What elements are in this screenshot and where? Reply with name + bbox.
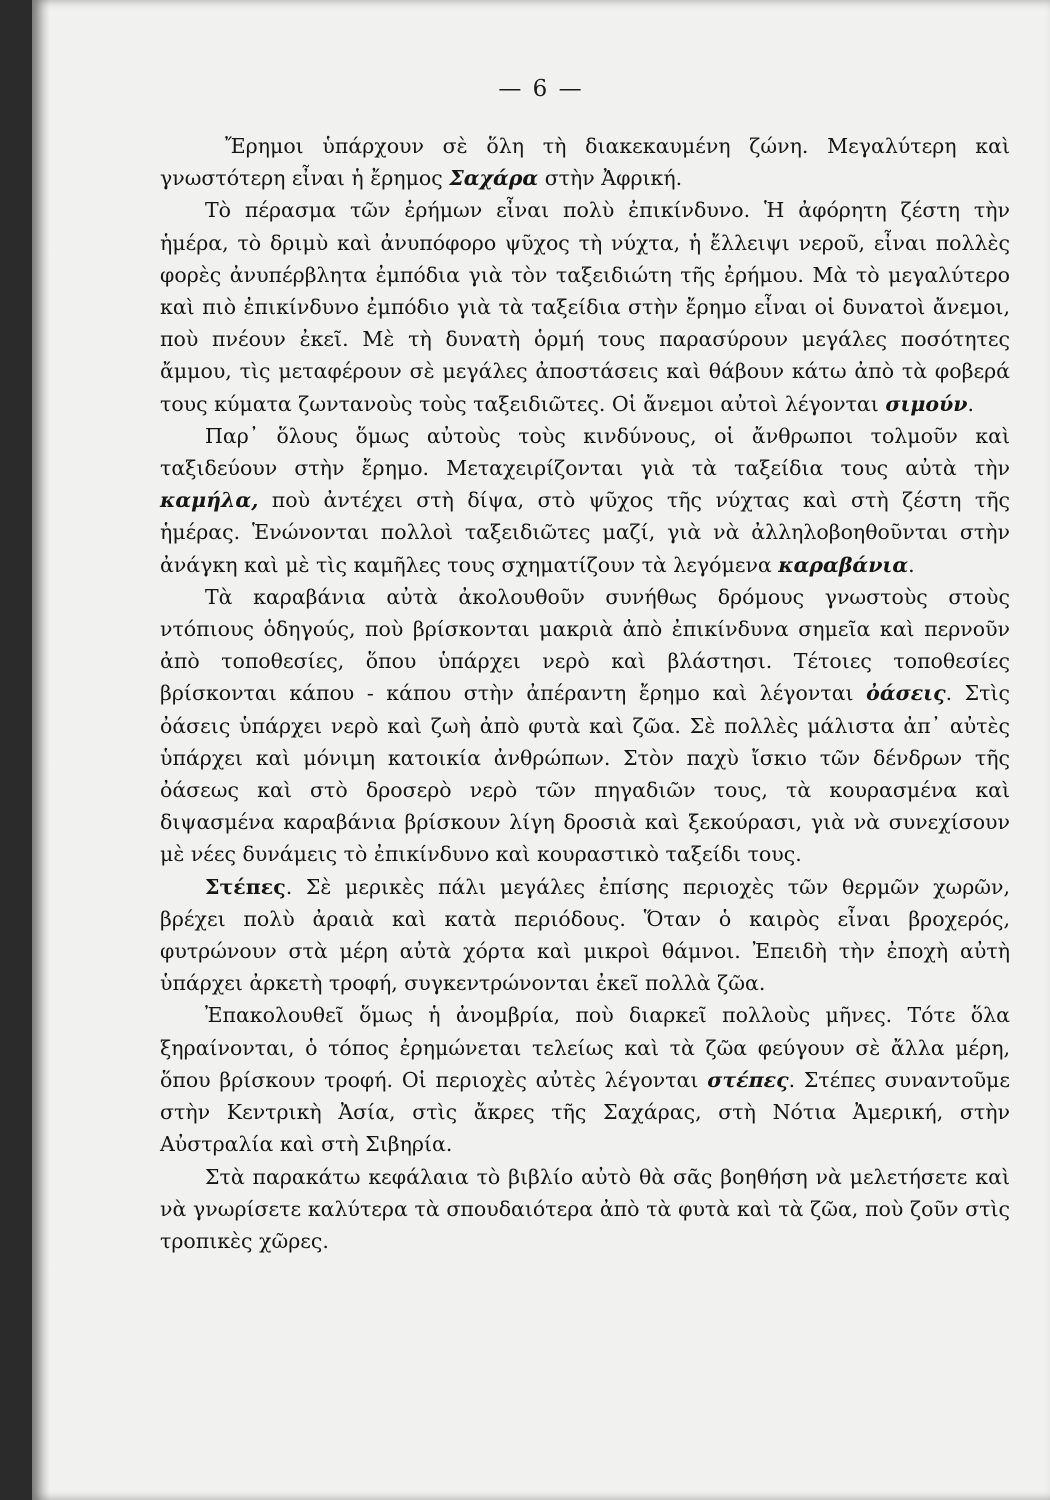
binding-shadow bbox=[32, 0, 50, 1500]
paragraph-oases bbox=[160, 581, 1010, 871]
text-span: . bbox=[967, 391, 975, 416]
paragraph-camels bbox=[160, 420, 1010, 581]
paragraph-deserts bbox=[160, 130, 1010, 194]
text-span: στὴν Ἀφρική. bbox=[538, 166, 683, 191]
text-span: Παρ᾽ ὅλους ὅμως αὐτοὺς τοὺς κινδύνους, οἱ ἄνθρωποι τολμοῦν καὶ ταξιδεύουν στὴν ἔρημο. Μεταχειρίζονται γιὰ τὰ ταξείδια τους αὐτὰ τὴν bbox=[160, 423, 1010, 481]
paragraph-conclusion bbox=[160, 1161, 1010, 1258]
text-span: Ἔρημοι ὑπάρχουν σὲ ὅλη τὴ διακεκαυμένη ζώνη. Μεγαλύτερη καὶ γνωστότερη εἶναι ἡ ἔρημος bbox=[160, 134, 1010, 191]
text-span: . bbox=[908, 552, 915, 577]
term-simoun: σιμούν bbox=[885, 391, 968, 416]
text-span: . Στέπες συναντοῦμε στὴν Κεντρικὴ Ἀσία, στὶς ἄκρες τῆς Σαχάρας, στὴ Νότια Ἀμερική, στὴν Αὐστραλία καὶ στὴ Σιβηρία. bbox=[160, 1067, 1010, 1157]
term-caravans: καραβάνια bbox=[778, 552, 909, 577]
term-oases: ὀάσεις bbox=[866, 681, 946, 706]
term-camel: καμήλα, bbox=[160, 488, 259, 513]
text-span: Ἐπακολουθεῖ ὅμως ἡ ἀνομβρία, ποὺ διαρκεῖ πολλοὺς μῆνες. Τότε ὅλα ξηραίνονται, ὁ τόπος ἐρημώνεται τελείως καὶ τὰ ζῶα φεύγουν σὲ ἄλλα μέρη, ὅπου βρίσκουν τροφή. Οἱ περιοχὲς αὐτὲς λέγονται bbox=[160, 1003, 1010, 1092]
paragraph-dangers bbox=[160, 194, 1010, 419]
text-span: Τὸ πέρασμα τῶν ἐρήμων εἶναι πολὺ ἐπικίνδυνο. Ἡ ἀφόρητη ζέστη τὴν ἡμέρα, τὸ δριμὺ καὶ ἀνυπόφορο ψῦχος τὴ νύχτα, ἡ ἔλλειψι νεροῦ, εἶναι πολλὲς φορὲς ἀνυπέρβλητα ἐμπόδια γιὰ τὸν ταξειδιώτη τῆς ἐρήμου. Μὰ τὸ μεγαλύτερο καὶ πιὸ ἐπικίνδυνο ἐμπόδιο γιὰ τὰ ταξείδια στὴν ἔρημο εἶναι οἱ δυνατοὶ ἄνεμοι, ποὺ πνέουν ἐκεῖ. Μὲ τὴ δυνατὴ ὁρμή τους παρασύρουν μεγάλες ποσότητες ἄμμου, τὶς μεταφέρουν σὲ μεγάλες ἀποστάσεις καὶ θάβουν κάτω ἀπὸ τὰ φοβερά τους κύματα ζωντανοὺς τοὺς ταξειδιῶτες. Οἱ ἄνεμοι αὐτοὶ λέγονται bbox=[160, 198, 1010, 416]
text-span: Στὰ παρακάτω κεφάλαια τὸ βιβλίο αὐτὸ θὰ σᾶς βοηθήση νὰ μελετήσετε καὶ νὰ γνωρίσετε καλύτερα τὰ σπουδαιότερα ἀπὸ τὰ φυτὰ καὶ τὰ ζῶα, ποὺ ζοῦν στὶς τροπικὲς χῶρες. bbox=[160, 1164, 1010, 1253]
text-span: Τὰ καραβάνια αὐτὰ ἀκολουθοῦν συνήθως δρόμους γνωστοὺς στοὺς ντόπιους ὁδηγούς, ποὺ βρίσκονται μακριὰ ἀπὸ ἐπικίνδυνα σημεῖα καὶ περνοῦν ἀπὸ τοποθεσίες, ὅπου ὑπάρχει νερὸ καὶ βλάστησι. Τέτοιες τοποθεσίες βρίσκονται κάπου - κάπου στὴν ἀπέραντη ἔρημο καὶ λέγονται bbox=[160, 584, 1010, 706]
term-sahara: Σαχάρα bbox=[449, 166, 539, 191]
book-page bbox=[32, 0, 1050, 1500]
body-text bbox=[160, 130, 1010, 1257]
text-span: . Σὲ μερικὲς πάλι μεγάλες ἐπίσης περιοχὲς τῶν θερμῶν χωρῶν, βρέχει πολὺ ἀραιὰ καὶ κατὰ περιόδους. Ὅταν ὁ καιρὸς εἶναι βροχερός, φυτρώνουν στὰ μέρη αὐτὰ χόρτα καὶ μικροὶ θάμνοι. Ἐπειδὴ τὴν ἐποχὴ αὐτὴ ὑπάρχει ἀρκετὴ τροφή, συγκεντρώνονται ἐκεῖ πολλὰ ζῶα. bbox=[160, 874, 1010, 996]
term-steppes: στέπες bbox=[707, 1067, 789, 1092]
text-span: . Στὶς ὀάσεις ὑπάρχει νερὸ καὶ ζωὴ ἀπὸ φυτὰ καὶ ζῶα. Σὲ πολλὲς μάλιστα ἀπ᾽ αὐτὲς ὑπάρχει καὶ μόνιμη κατοικία ἀνθρώπων. Στὸν παχὺ ἴσκιο τῶν δένδρων τῆς ὀάσεως καὶ στὸ δροσερὸ νερὸ τῶν πηγαδιῶν τους, τὰ κουρασμένα καὶ διψασμένα καραβάνια βρίσκουν λίγη δροσιὰ καὶ ξεκούρασι, γιὰ νὰ συνεχίσουν μὲ νέες δυνάμεις τὸ ἐπικίνδυνο καὶ κουραστικὸ ταξείδι τους. bbox=[160, 681, 1011, 867]
paragraph-steppes-intro bbox=[160, 871, 1010, 1000]
paragraph-steppes bbox=[160, 999, 1010, 1160]
heading-steppes: Στέπες bbox=[205, 874, 286, 899]
text-span: ποὺ ἀντέχει στὴ δίψα, στὸ ψῦχος τῆς νύχτας καὶ στὴ ζέστη τῆς ἡμέρας. Ἑνώνονται πολλοὶ ταξειδιῶτες μαζί, γιὰ νὰ ἀλληλοβοηθοῦνται στὴν ἀνάγκη καὶ μὲ τὶς καμῆλες τους σχηματίζουν τὰ λεγόμενα bbox=[160, 488, 1010, 577]
page-number: — 6 — bbox=[498, 76, 584, 102]
